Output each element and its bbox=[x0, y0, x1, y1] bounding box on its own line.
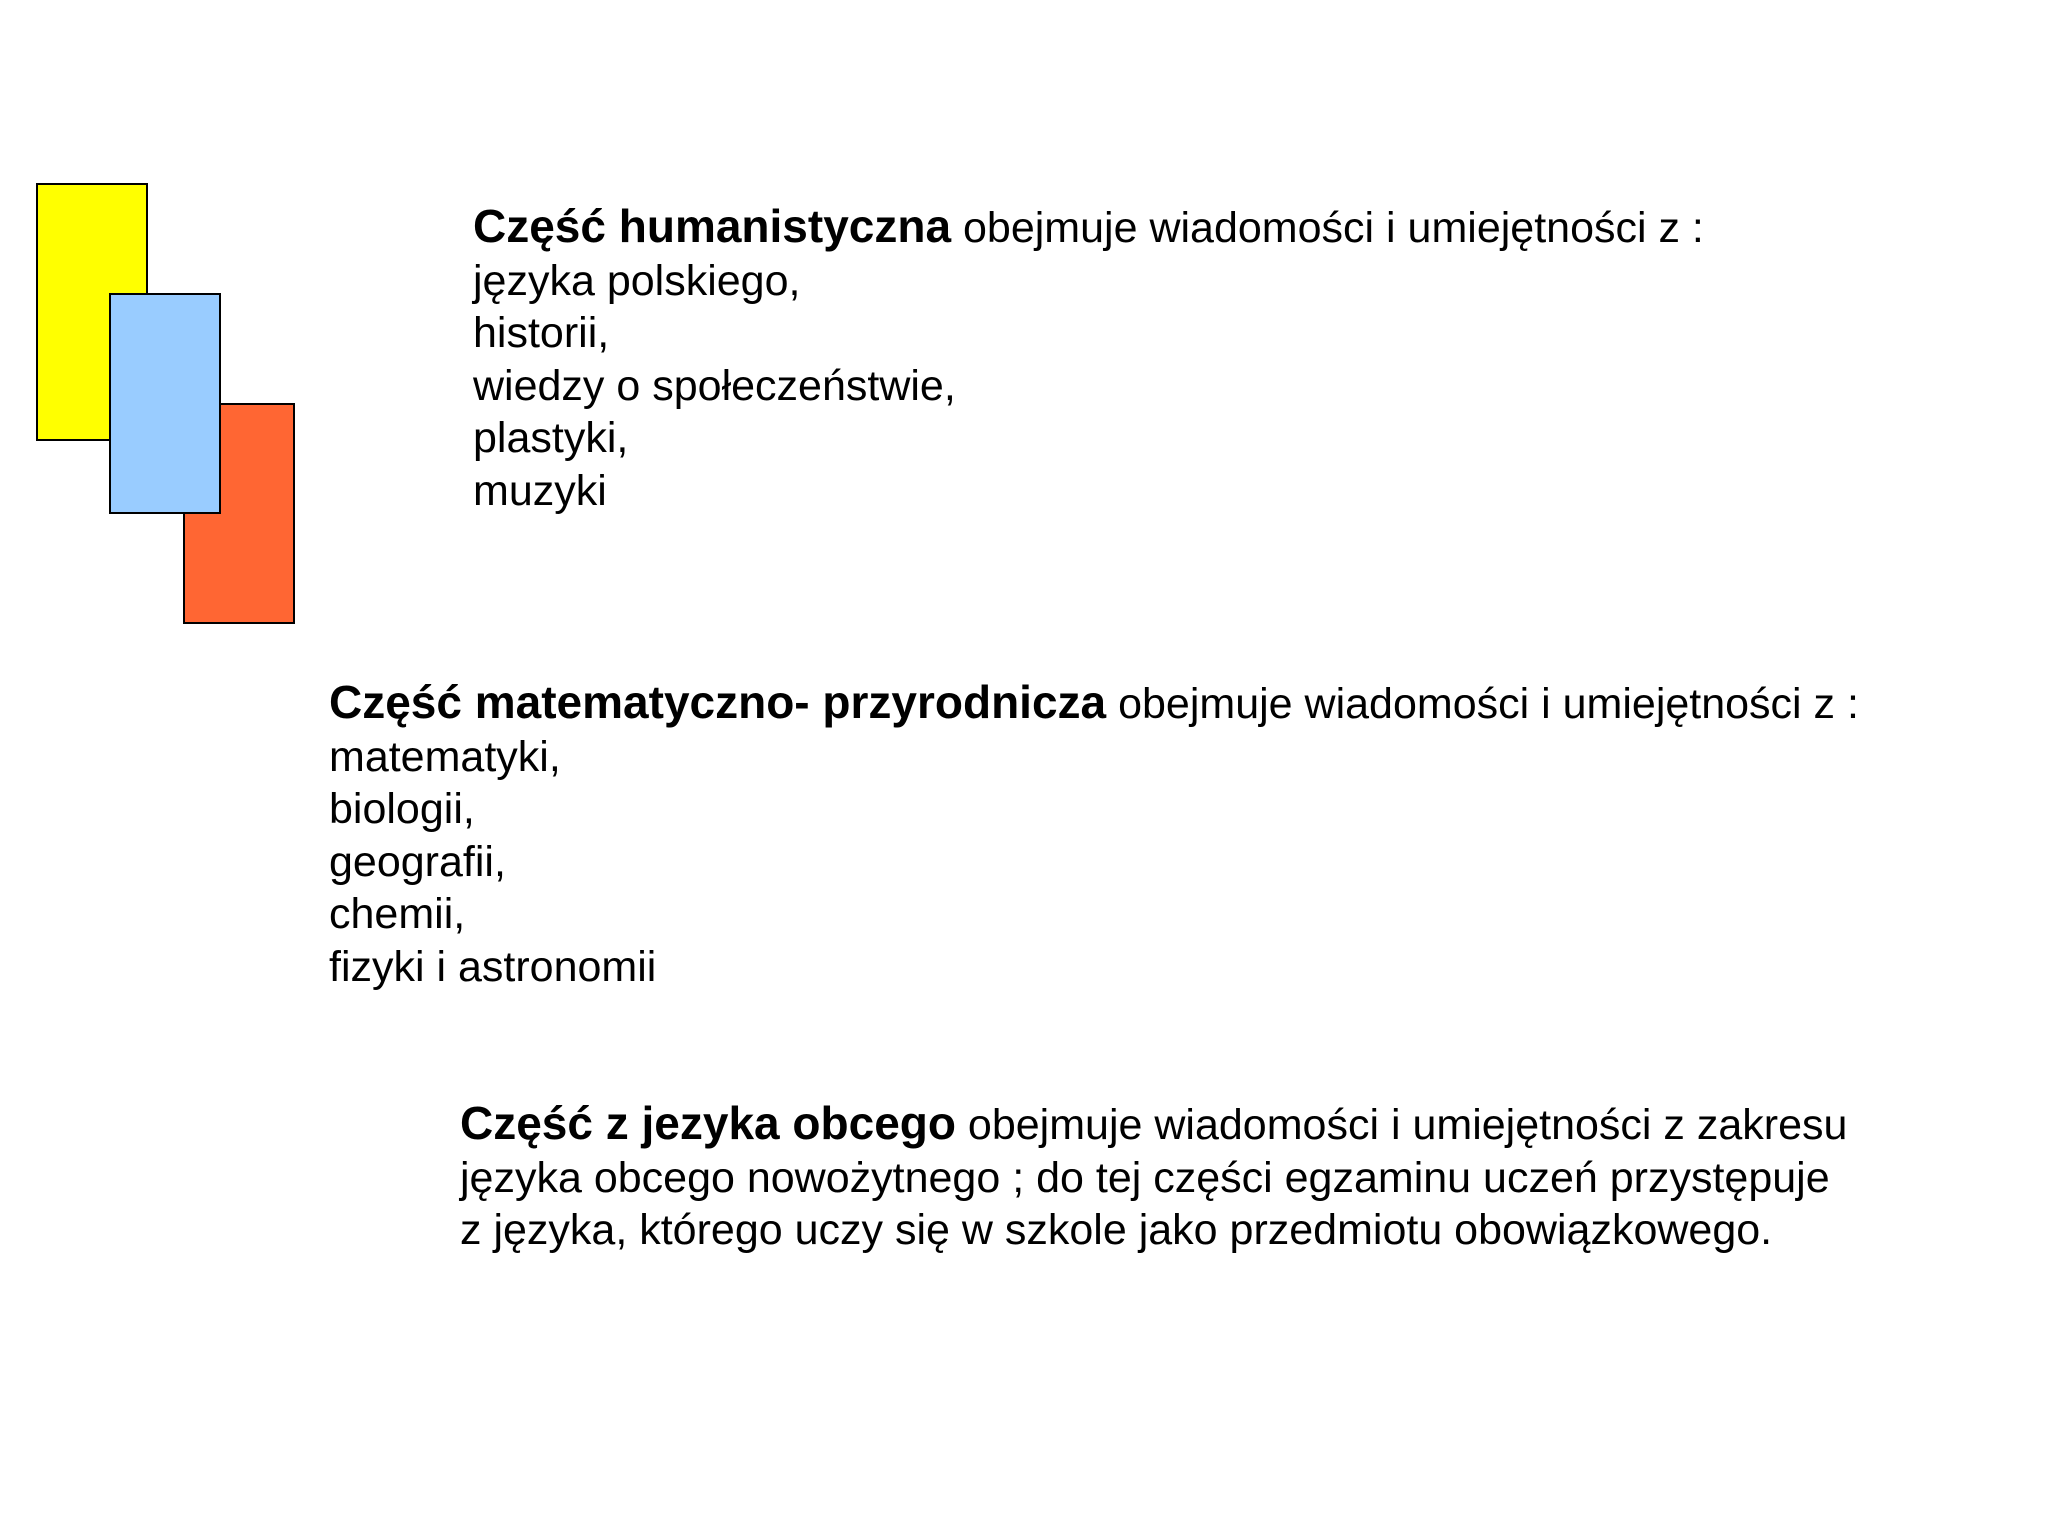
subject-item: muzyki bbox=[473, 466, 607, 515]
section-foreign-language bbox=[460, 1097, 1847, 1257]
description-line: z języka, którego uczy się w szkole jako przedmiotu obowiązkowego. bbox=[460, 1206, 1773, 1254]
section-heading-line bbox=[460, 1097, 1847, 1152]
subject-item: geografii, bbox=[329, 837, 506, 886]
subject-item: biologii, bbox=[329, 785, 475, 833]
subject-item: fizyki i astronomii bbox=[329, 942, 657, 991]
section-intro: obejmuje wiadomości i umiejętności z : bbox=[951, 204, 1704, 252]
subject-item: wiedzy o społeczeństwie, bbox=[473, 361, 956, 410]
section-math-science bbox=[329, 676, 1859, 993]
section-intro: obejmuje wiadomości i umiejętności z zakresu bbox=[955, 1101, 1848, 1149]
section-heading: Część matematyczno- przyrodnicza bbox=[329, 676, 1107, 728]
subject-item: historii, bbox=[473, 309, 610, 357]
section-heading-line bbox=[329, 676, 1859, 731]
blue-decorative-block bbox=[109, 293, 221, 514]
subject-item: matematyki, bbox=[329, 732, 561, 781]
section-heading: Część z jezyka obcego bbox=[460, 1097, 956, 1149]
section-heading: Część humanistyczna bbox=[473, 200, 952, 252]
section-heading-line bbox=[473, 200, 1704, 255]
section-intro: obejmuje wiadomości i umiejętności z : bbox=[1106, 680, 1859, 728]
subject-item: plastyki, bbox=[473, 414, 629, 462]
subject-item: języka polskiego, bbox=[473, 256, 801, 305]
section-humanities bbox=[473, 200, 1704, 517]
description-line: języka obcego nowożytnego ; do tej części egzaminu uczeń przystępuje bbox=[460, 1153, 1830, 1202]
subject-item: chemii, bbox=[329, 890, 466, 938]
